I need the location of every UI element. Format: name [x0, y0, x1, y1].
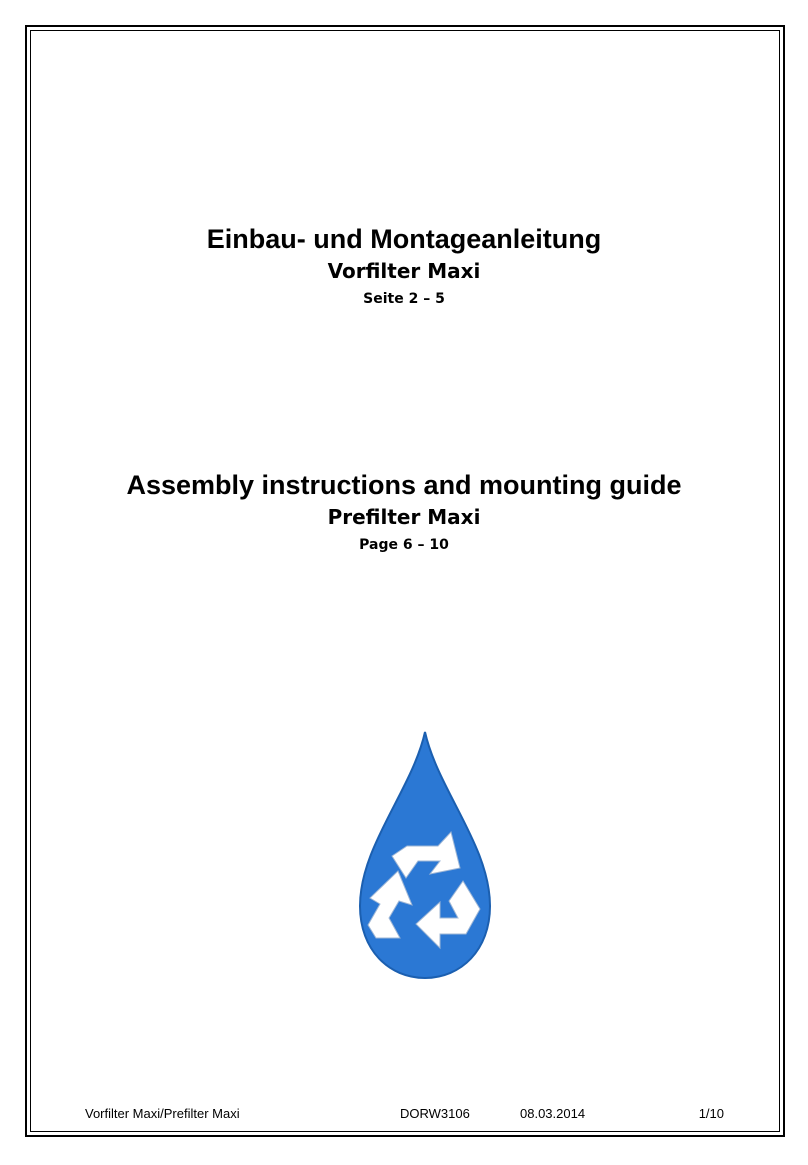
english-title-block	[0, 468, 808, 558]
german-title-block	[0, 222, 808, 312]
german-page-range: Seite 2 – 5	[363, 291, 445, 307]
footer-document-title: Vorfilter Maxi/Prefilter Maxi	[85, 1106, 240, 1121]
german-product-name: Vorfilter Maxi	[327, 259, 481, 283]
english-page-range: Page 6 – 10	[359, 537, 449, 553]
water-drop-recycle-icon	[350, 728, 500, 983]
footer-date: 08.03.2014	[520, 1106, 586, 1121]
english-product-name: Prefilter Maxi	[327, 505, 481, 529]
footer-page-number: 1/10	[698, 1106, 724, 1121]
german-main-title: Einbau- und Montageanleitung	[206, 224, 602, 254]
english-main-title: Assembly instructions and mounting guide	[126, 470, 682, 500]
footer-document-code: DORW3106	[400, 1106, 470, 1121]
